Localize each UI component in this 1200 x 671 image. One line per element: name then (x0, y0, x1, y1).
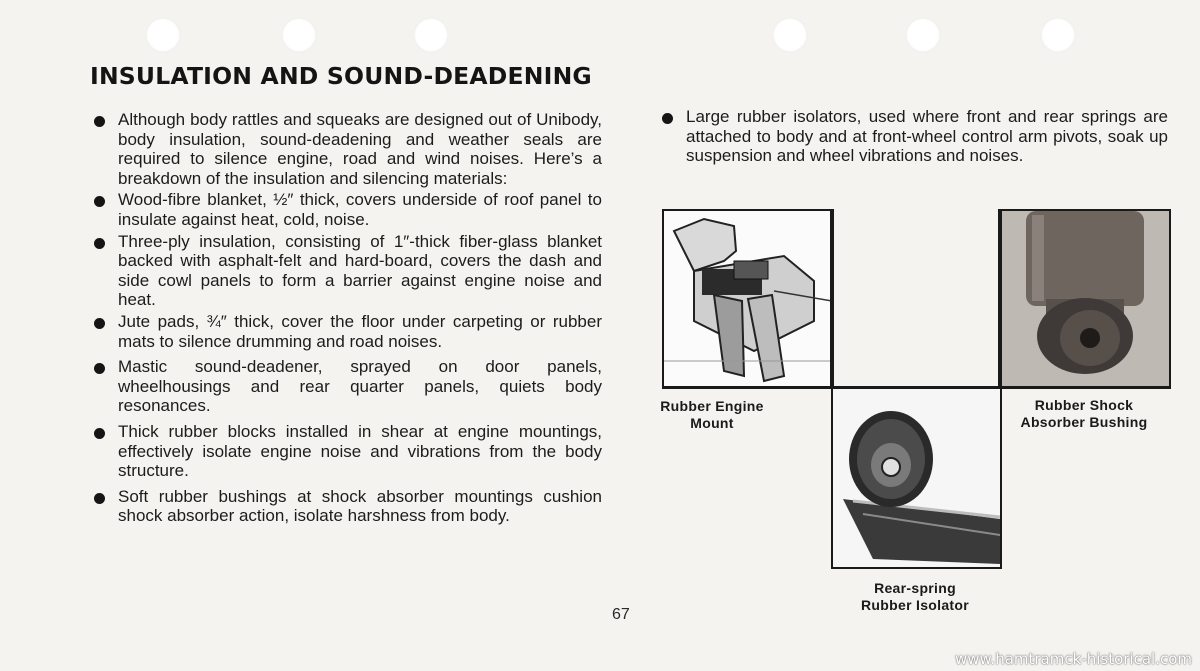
binder-hole (414, 18, 448, 52)
bullet-icon (94, 428, 105, 439)
shock-bushing-photo-icon (1000, 209, 1171, 389)
figure-divider (662, 386, 1169, 388)
binder-hole (146, 18, 180, 52)
list-item-text: Large rubber isolators, used where front and rear springs are attached to body and at front-wheel control arm pivots, soak up suspension and wheel vibrations and noises. (686, 107, 1168, 166)
figure-divider (830, 209, 832, 387)
right-column (662, 107, 1168, 168)
list-item (94, 422, 602, 481)
list-item-text: Soft rubber bushings at shock absorber mountings cushion shock absorber action, isolate harshness from body. (118, 486, 602, 526)
binder-hole (282, 18, 316, 52)
binder-hole (906, 18, 940, 52)
list-item (94, 190, 602, 229)
rear-spring-caption: Rear-spring Rubber Isolator (861, 580, 969, 613)
engine-mount-photo-icon (662, 209, 834, 389)
list-item-text: Although body rattles and squeaks are designed out of Unibody, body insulation, sound-deadening and weather seals are required to silence engine, road and wind noises. Here’s a breakdown of the insulation and silencing materials: (118, 110, 602, 188)
list-item-text: Three-ply insulation, consisting of 1″-thick fiber-glass blanket backed with asphalt-felt and hard-board, covers the dash and side cowl panels to form a barrier against engine noise and heat. (118, 231, 602, 310)
list-item (94, 110, 602, 188)
list-item (94, 357, 602, 416)
list-item (662, 107, 1168, 166)
bullet-icon (94, 238, 105, 249)
figure-divider (998, 209, 1000, 387)
list-item (94, 487, 602, 526)
list-item-text: Jute pads, ¾″ thick, cover the floor under carpeting or rubber mats to silence drumming and road noises. (118, 311, 602, 351)
left-column (94, 110, 602, 528)
page-number: 67 (612, 606, 630, 623)
bullet-icon (94, 318, 105, 329)
binder-hole (773, 18, 807, 52)
shock-bushing-caption: Rubber Shock Absorber Bushing (1020, 397, 1148, 430)
rear-spring-isolator-photo-icon (831, 387, 1002, 569)
engine-mount-caption: Rubber Engine Mount (660, 398, 764, 431)
list-item-text: Thick rubber blocks installed in shear at engine mountings, effectively isolate engine noise and vibrations from the body structure. (118, 421, 602, 481)
bullet-icon (94, 116, 105, 127)
bullet-icon (94, 196, 105, 207)
list-item-text: Mastic sound-deadener, sprayed on door panels, wheelhousings and rear quarter panels, quiets body resonances. (118, 357, 602, 416)
bullet-icon (94, 363, 105, 374)
page-title: INSULATION AND SOUND-DEADENING (90, 62, 592, 90)
list-item-text: Wood-fibre blanket, ½″ thick, covers underside of roof panel to insulate against heat, cold, noise. (118, 190, 602, 229)
bullet-icon (94, 493, 105, 504)
bullet-icon (662, 113, 673, 124)
list-item (94, 312, 602, 351)
binder-hole (1041, 18, 1075, 52)
list-item (94, 232, 602, 310)
watermark: www.hamtramck-historical.com (955, 650, 1192, 668)
